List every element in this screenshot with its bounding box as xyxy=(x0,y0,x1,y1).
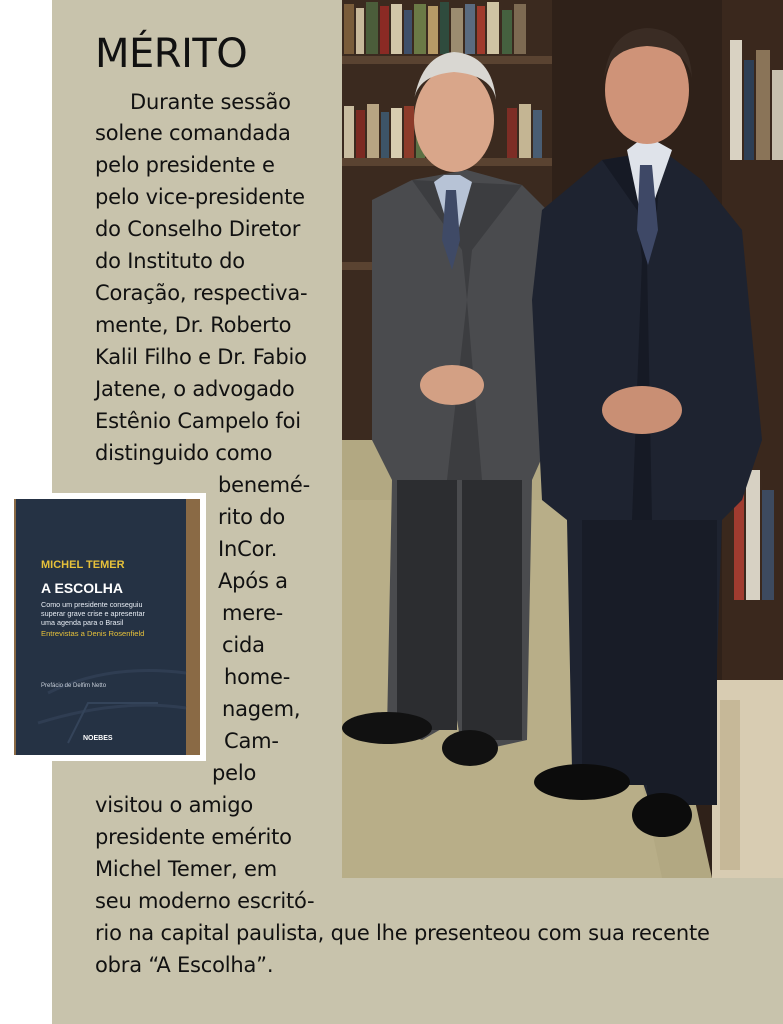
book-title: A ESCOLHA xyxy=(41,580,123,596)
book-subtitle-line: superar grave crise e apresentar xyxy=(41,609,145,618)
book-interviews: Entrevistas a Denis Rosenfield xyxy=(41,629,145,638)
article-heading: MÉRITO xyxy=(95,31,248,77)
body-line: pelo presidente e xyxy=(95,153,275,177)
body-line: Cam- xyxy=(224,729,279,753)
body-line: Kalil Filho e Dr. Fabio xyxy=(95,345,307,369)
body-line: mente, Dr. Roberto xyxy=(95,313,292,337)
body-line: rio na capital paulista, que lhe presenteou com sua recente xyxy=(95,921,710,945)
body-line: Jatene, o advogado xyxy=(95,377,295,401)
body-line: cida xyxy=(222,633,265,657)
body-line: nagem, xyxy=(222,697,301,721)
body-line: presidente emérito xyxy=(95,825,292,849)
body-line: mere- xyxy=(222,601,284,625)
photo-two-men-library xyxy=(342,0,783,878)
book-subtitle-line: uma agenda para o Brasil xyxy=(41,618,124,627)
body-line: obra “A Escolha”. xyxy=(95,953,274,977)
body-line: seu moderno escritó- xyxy=(95,889,315,913)
body-line: pelo xyxy=(212,761,257,785)
body-line: visitou o amigo xyxy=(95,793,253,817)
body-line: Após a xyxy=(218,569,288,593)
body-line: Coração, respectiva- xyxy=(95,281,308,305)
body-line: do Conselho Diretor xyxy=(95,217,301,241)
book-preface: Prefácio de Delfim Netto xyxy=(41,683,107,689)
body-line: rito do xyxy=(218,505,286,529)
body-line: Durante sessão xyxy=(130,90,291,114)
body-line: InCor. xyxy=(218,537,278,561)
body-line: benemé- xyxy=(218,473,311,497)
body-line: Estênio Campelo foi xyxy=(95,409,301,433)
body-line: pelo vice-presidente xyxy=(95,185,305,209)
body-line: do Instituto do xyxy=(95,249,245,273)
book-publisher: NOEBES xyxy=(83,735,113,742)
book-subtitle-line: Como um presidente conseguiu xyxy=(41,600,143,609)
book-author: MICHEL TEMER xyxy=(41,559,125,571)
body-line: distinguido como xyxy=(95,441,273,465)
body-line: solene comandada xyxy=(95,121,291,145)
body-line: Michel Temer, em xyxy=(95,857,277,881)
body-line: home- xyxy=(224,665,291,689)
book-cover-photo xyxy=(8,493,206,761)
